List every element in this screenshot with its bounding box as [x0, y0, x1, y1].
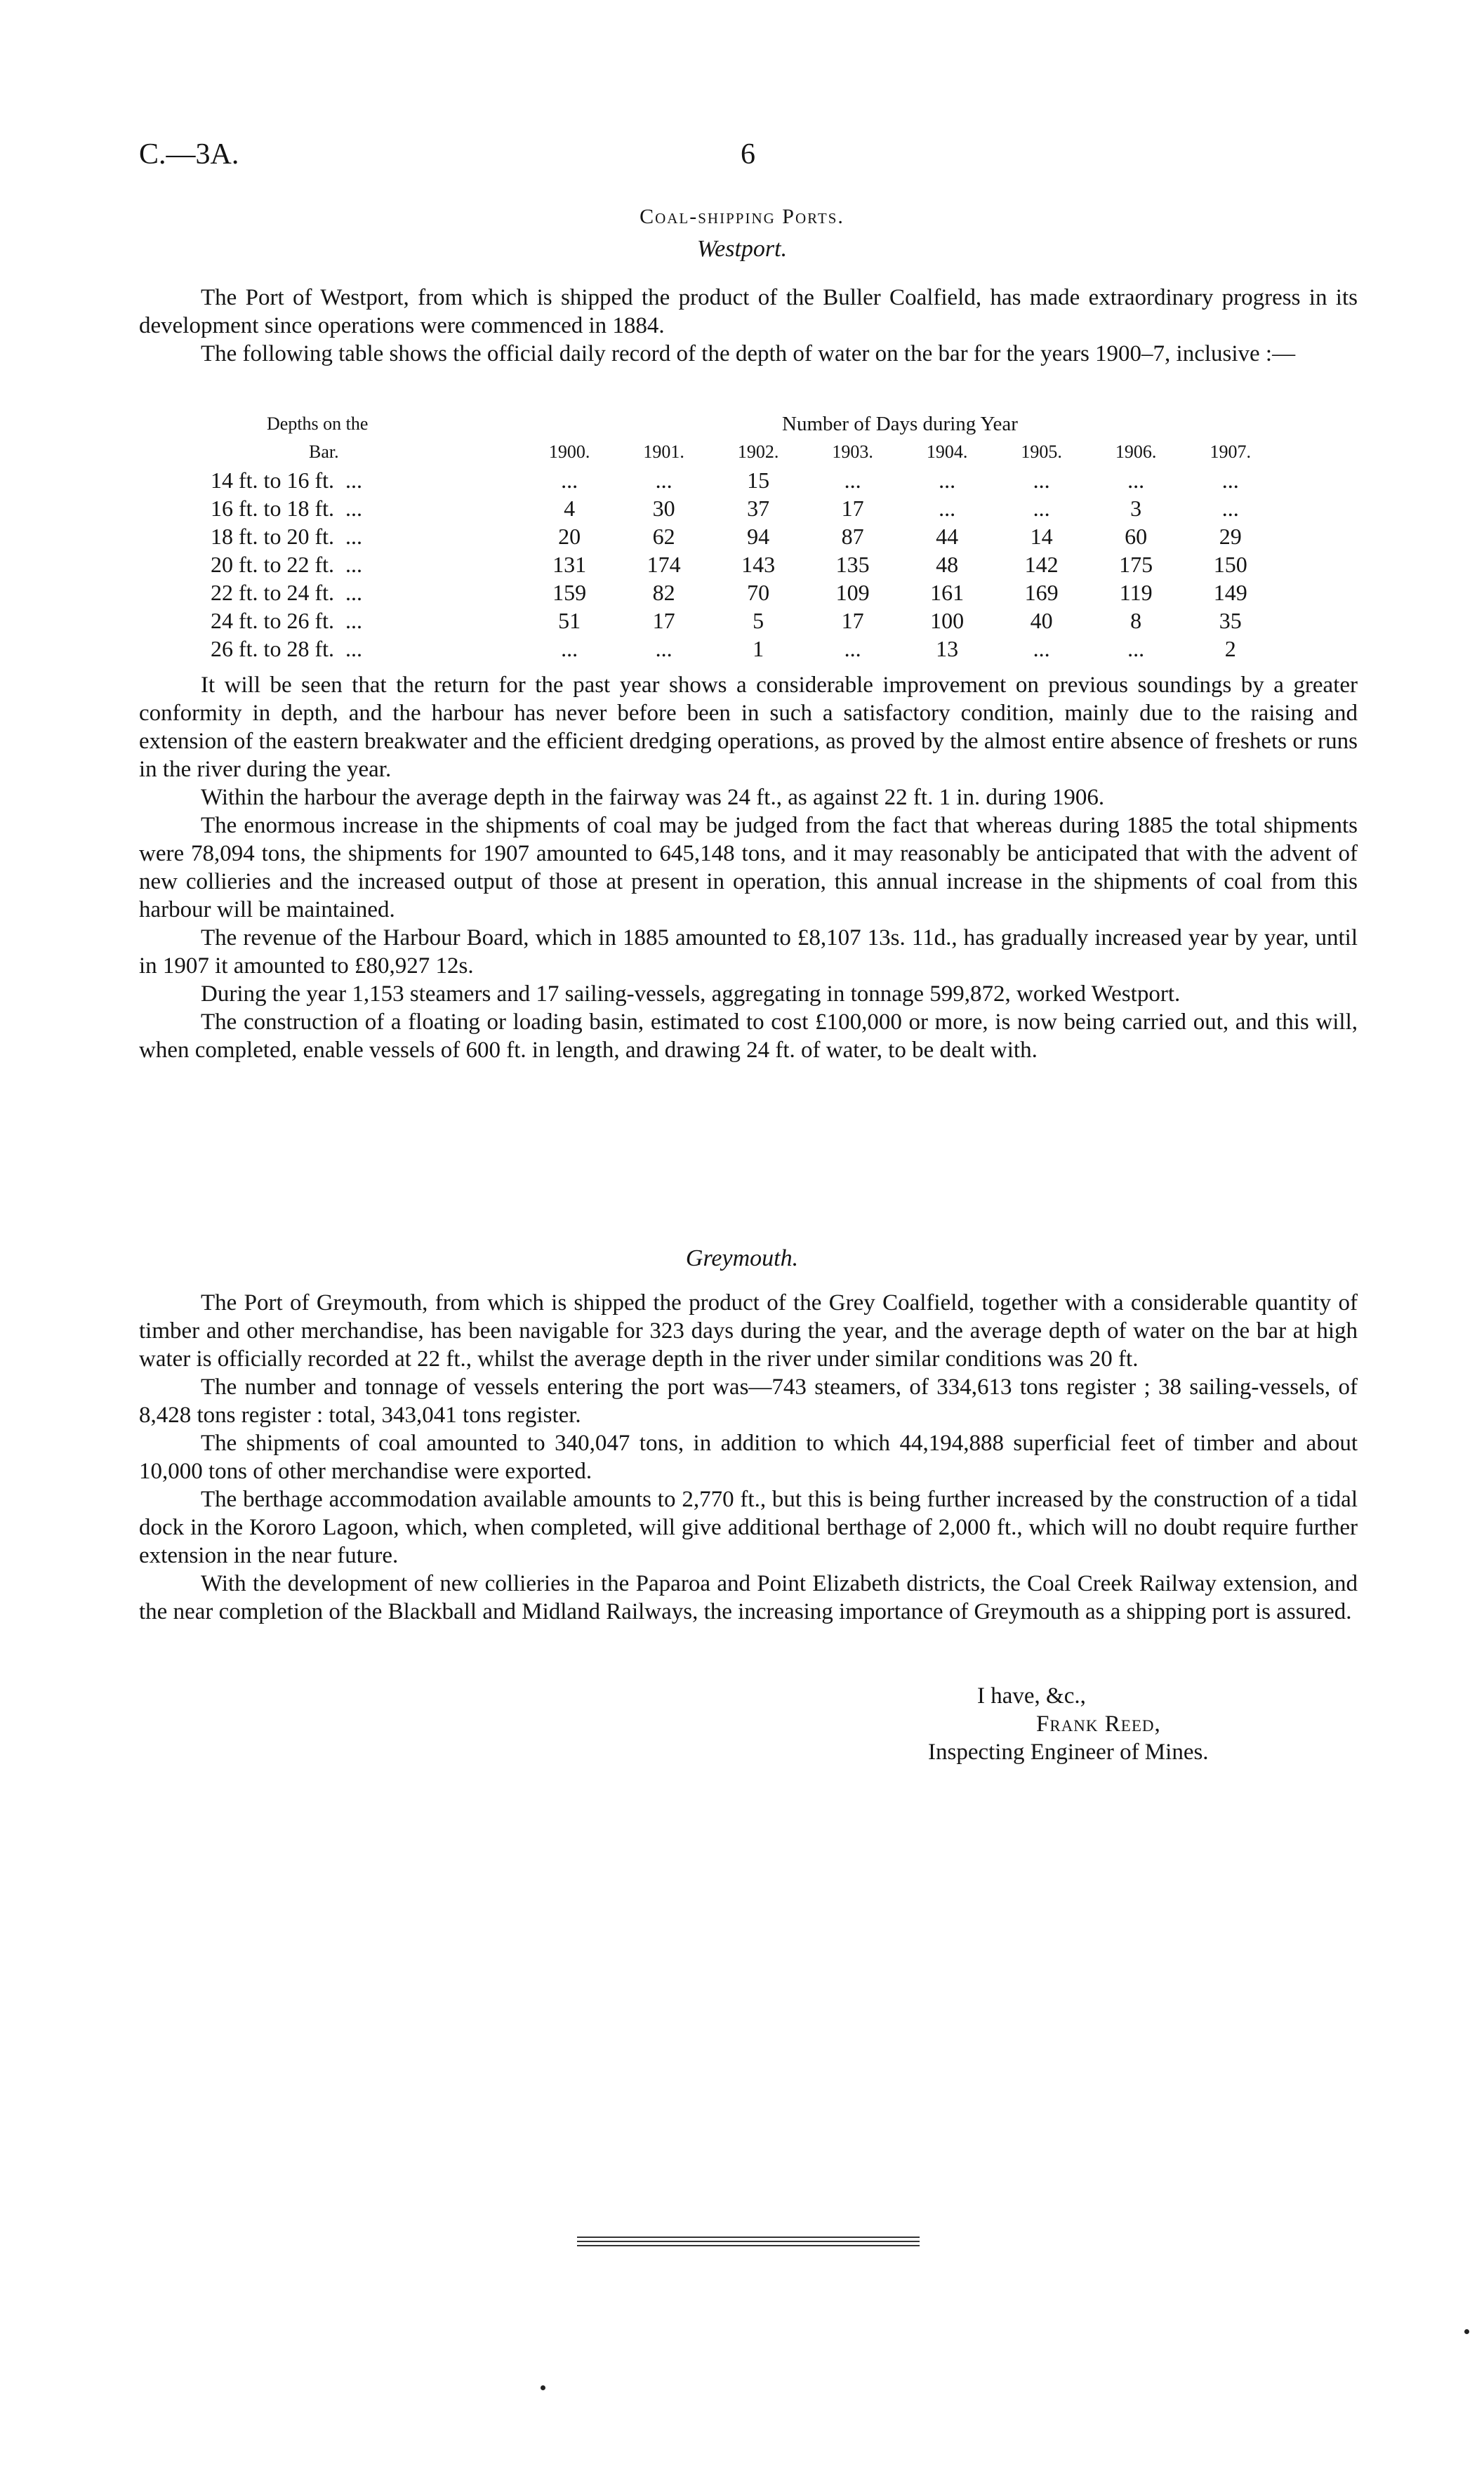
table-cell: 70 — [747, 579, 770, 605]
signature-block — [928, 1682, 1209, 1766]
table-cell: 30 — [652, 495, 675, 521]
table-header-row-1 — [211, 410, 1278, 438]
table-row — [211, 607, 1278, 635]
body-paragraph: The berthage accommodation available amounts to 2,770 ft., but this is being further increased by the construction of a tidal dock in the Kororo Lagoon, which, when completed, will give additional berthage of 2,000 ft., which will no doubt require further extension in the near future. — [139, 1487, 1358, 1568]
depth-range: 22 ft. to 24 ft. ... — [211, 579, 362, 605]
greymouth-body — [139, 1289, 1358, 1626]
westport-body — [139, 671, 1358, 1064]
table-cell: 48 — [936, 551, 959, 577]
table-cell: 40 — [1030, 607, 1053, 633]
page-number: 6 — [741, 138, 755, 171]
intro-paragraph: The following table shows the official daily record of the depth of water on the bar for the years 1900–7, inclusive :— — [201, 341, 1296, 366]
westport-heading: Westport. — [696, 236, 788, 262]
depth-range: 14 ft. to 16 ft. ... — [211, 467, 362, 493]
bar-depth-table — [211, 410, 1278, 663]
table-cell: ... — [561, 467, 578, 493]
year-header: 1906. — [1115, 442, 1157, 462]
table-cell: 131 — [552, 551, 587, 577]
body-paragraph: The revenue of the Harbour Board, which in 1885 amounted to £8,107 13s. 11d., has gradually increased year by year, until in 1907 it amounted to £80,927 12s. — [139, 925, 1358, 979]
table-cell: 174 — [647, 551, 681, 577]
table-cell: 82 — [652, 579, 675, 605]
year-header: 1901. — [643, 442, 684, 462]
table-cell: ... — [1221, 467, 1239, 493]
body-paragraph: Within the harbour the average depth in the fairway was 24 ft., as against 22 ft. 1 in. during 1906. — [201, 785, 1105, 810]
table-row — [211, 635, 1278, 663]
table-cell: 142 — [1024, 551, 1059, 577]
depth-range: 26 ft. to 28 ft. ... — [211, 635, 362, 661]
year-header: 1907. — [1210, 442, 1251, 462]
table-cell: 100 — [930, 607, 965, 633]
depth-column-header-bar: Bar. — [309, 442, 339, 462]
table-cell: 17 — [841, 607, 864, 633]
body-paragraph: During the year 1,153 steamers and 17 sailing-vessels, aggregating in tonnage 599,872, worked Westport. — [201, 981, 1181, 1007]
table-cell: 150 — [1213, 551, 1247, 577]
table-cell: ... — [939, 495, 956, 521]
signatory-title: Inspecting Engineer of Mines. — [928, 1740, 1209, 1765]
table-cell: 37 — [747, 495, 770, 521]
table-cell: 15 — [747, 467, 770, 493]
year-header: 1904. — [926, 442, 968, 462]
table-cell: 17 — [841, 495, 864, 521]
intro-paragraph: The Port of Westport, from which is shipped the product of the Buller Coalfield, has made extraordinary progress in its development since operations were commenced in 1884. — [139, 285, 1358, 338]
stray-mark — [1464, 2329, 1469, 2334]
table-cell: 5 — [753, 607, 764, 633]
table-cell: 17 — [652, 607, 675, 633]
table-cell: 13 — [936, 635, 959, 661]
table-cell: 3 — [1130, 495, 1142, 521]
body-paragraph: The enormous increase in the shipments of coal may be judged from the fact that whereas during 1885 the total shipments were 78,094 tons, the shipments for 1907 amounted to 645,148 tons, and it may reasonably be anticipated that with the advent of new collieries and the increased output of those at present in operation, this annual increase in the shipments of coal from this harbour will be maintained. — [139, 813, 1358, 922]
body-paragraph: The construction of a floating or loading basin, estimated to cost £100,000 or more, is now being carried out, and this will, when completed, enable vessels of 600 ft. in length, and drawing 24 ft. of water, to be dealt with. — [139, 1009, 1358, 1063]
body-paragraph: The shipments of coal amounted to 340,047 tons, in addition to which 44,194,888 superficial feet of timber and about 10,000 tons of other merchandise were exported. — [139, 1431, 1358, 1484]
table-cell: ... — [1221, 495, 1239, 521]
table-cell: 109 — [835, 579, 870, 605]
table-cell: 1 — [753, 635, 764, 661]
greymouth-heading: Greymouth. — [685, 1245, 799, 1271]
depth-range: 24 ft. to 26 ft. ... — [211, 607, 362, 633]
table-header-row-2 — [211, 438, 1278, 466]
table-cell: 87 — [841, 523, 864, 549]
year-header: 1902. — [737, 442, 779, 462]
table-cell: 8 — [1130, 607, 1142, 633]
table-cell: 44 — [936, 523, 959, 549]
westport-intro — [139, 284, 1358, 368]
table-cell: 62 — [652, 523, 675, 549]
stray-mark — [541, 2385, 545, 2390]
depth-range: 16 ft. to 18 ft. ... — [211, 495, 362, 521]
depth-range: 20 ft. to 22 ft. ... — [211, 551, 362, 577]
table-cell: 143 — [741, 551, 776, 577]
table-cell: ... — [1127, 467, 1145, 493]
table-cell: ... — [1033, 495, 1050, 521]
document-reference: C.—3A. — [139, 138, 239, 171]
table-cell: 60 — [1125, 523, 1148, 549]
table-cell: 169 — [1024, 579, 1059, 605]
table-cell: 175 — [1119, 551, 1153, 577]
table-cell: 35 — [1219, 607, 1242, 633]
table-cell: ... — [939, 467, 956, 493]
table-cell: 161 — [930, 579, 965, 605]
table-cell: 51 — [558, 607, 581, 633]
body-paragraph: With the development of new collieries in the Paparoa and Point Elizabeth districts, the Coal Creek Railway extension, and the near completion of the Blackball and Midland Railways, the increasing importance of Greymouth as a shipping port is assured. — [139, 1571, 1358, 1624]
table-cell: 94 — [747, 523, 770, 549]
table-cell: 20 — [558, 523, 581, 549]
table-row — [211, 522, 1278, 550]
table-cell: ... — [844, 467, 861, 493]
end-rule — [577, 2237, 920, 2249]
table-cell: ... — [655, 467, 673, 493]
body-paragraph: It will be seen that the return for the past year shows a considerable improvement on previous soundings by a greater conformity in depth, and the harbour has never before been in such a satisfactory condition, mainly due to the raising and extension of the eastern breakwater and the efficient dredging operations, as proved by the almost entire absence of freshets or runs in the river during the year. — [139, 672, 1358, 782]
table-row — [211, 494, 1278, 522]
table-cell: ... — [561, 635, 578, 661]
table-cell: ... — [655, 635, 673, 661]
year-header: 1900. — [548, 442, 590, 462]
table-cell: ... — [1033, 635, 1050, 661]
table-cell: 159 — [552, 579, 587, 605]
table-cell: 119 — [1119, 579, 1153, 605]
body-paragraph: The number and tonnage of vessels entering the port was—743 steamers, of 334,613 tons register ; 38 sailing-vessels, of 8,428 tons register : total, 343,041 tons register. — [139, 1374, 1358, 1428]
table-cell: ... — [844, 635, 861, 661]
year-header: 1903. — [832, 442, 873, 462]
days-group-header: Number of Days during Year — [782, 412, 1018, 435]
table-cell: 149 — [1213, 579, 1247, 605]
table-cell: ... — [1033, 467, 1050, 493]
table-row — [211, 550, 1278, 578]
closing-line: I have, &c., — [977, 1683, 1086, 1709]
table-cell: 135 — [835, 551, 870, 577]
table-cell: 29 — [1219, 523, 1242, 549]
year-header: 1905. — [1021, 442, 1062, 462]
depth-column-header: Depths on the — [267, 413, 369, 434]
table-cell: ... — [1127, 635, 1145, 661]
table-row — [211, 578, 1278, 607]
table-row — [211, 466, 1278, 494]
section-title: Coal-shipping Ports. — [640, 205, 844, 228]
table-cell: 2 — [1224, 635, 1236, 661]
body-paragraph: The Port of Greymouth, from which is shipped the product of the Grey Coalfield, together with a considerable quantity of timber and other merchandise, has been navigable for 323 days during the year, and the average depth of water on the bar at high water is officially recorded at 22 ft., whilst the average depth in the river under similar conditions was 20 ft. — [139, 1290, 1358, 1372]
signatory-name: Frank Reed, — [1036, 1711, 1161, 1737]
depth-range: 18 ft. to 20 ft. ... — [211, 523, 362, 549]
table-cell: 14 — [1030, 523, 1053, 549]
table-cell: 4 — [564, 495, 576, 521]
